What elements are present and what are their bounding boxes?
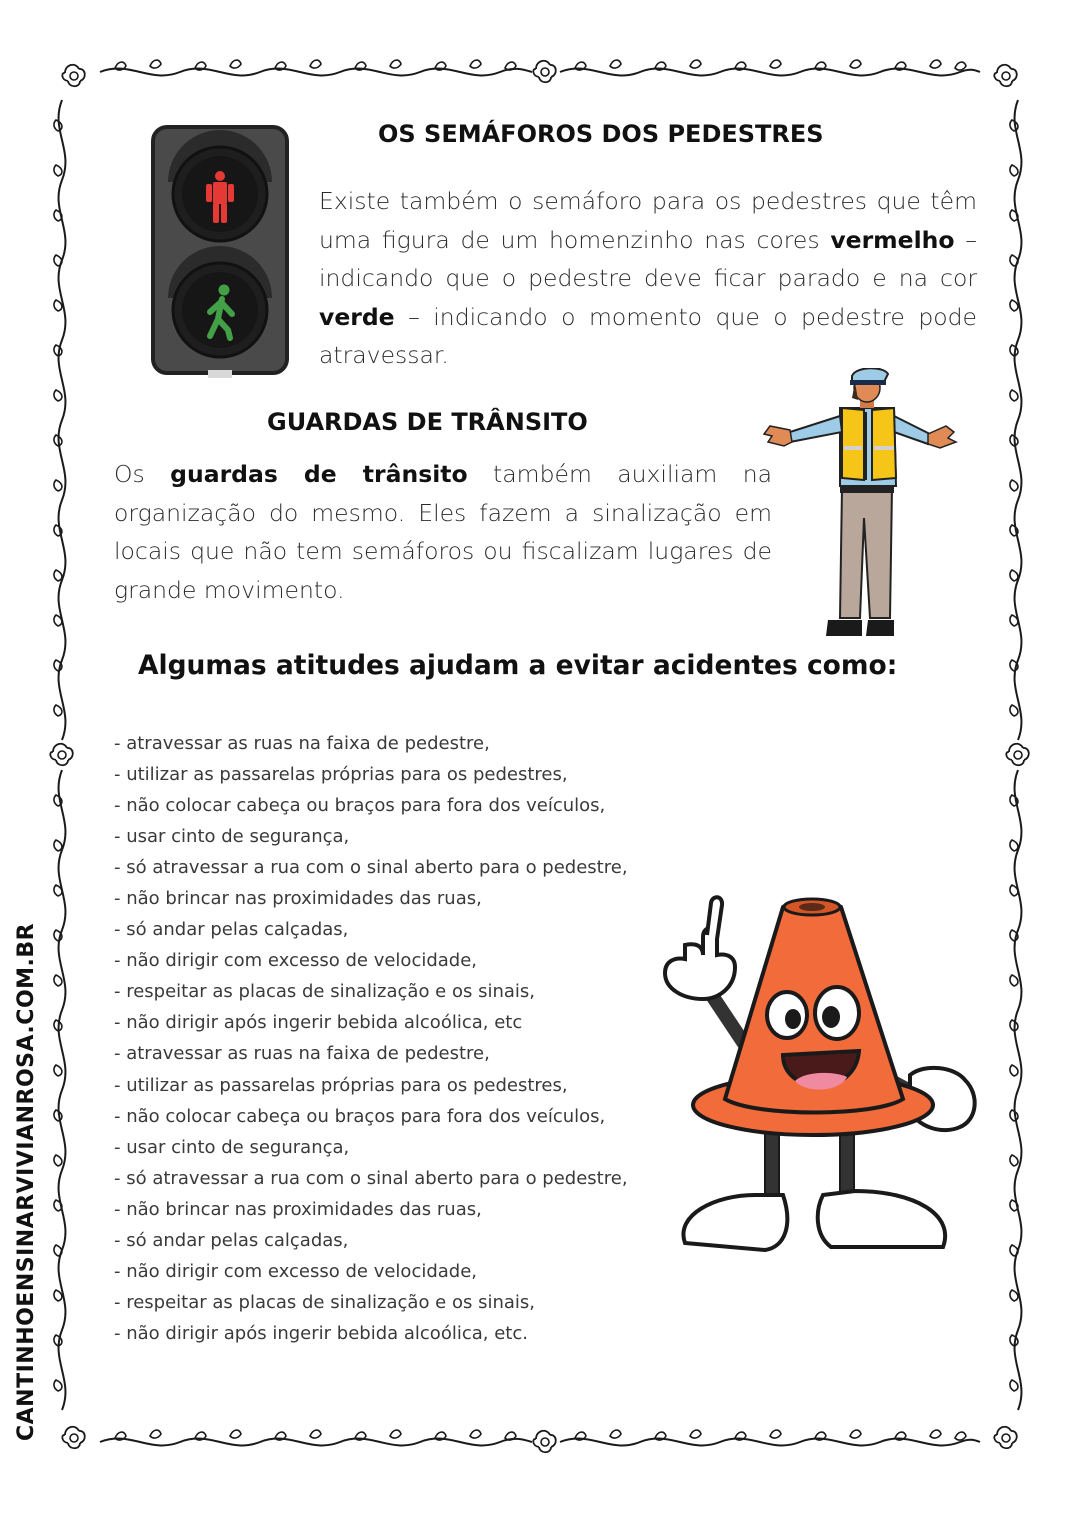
traffic-cone-mascot-icon bbox=[655, 895, 980, 1265]
traffic-guard-icon bbox=[760, 368, 960, 643]
list-item: - não colocar cabeça ou braços para fora dos veículos, bbox=[114, 1105, 606, 1127]
paragraph-pedestrian-lights: Existe também o semáforo para os pedestres que têm uma figura de um homenzinho nas cores vermelho – indicando que o pedestre deve ficar parado e na cor verde – indicando o momento que o pedestre pode atravessar. bbox=[319, 187, 977, 370]
section-title-traffic-guards: GUARDAS DE TRÂNSITO bbox=[267, 408, 588, 436]
paragraph-traffic-guards: Os guardas de trânsito também auxiliam na organização do mesmo. Eles fazem a sinalização em locais que não tem semáforos ou fiscalizam lugares de grande movimento. bbox=[114, 460, 773, 604]
list-item: - não dirigir após ingerir bebida alcoólica, etc. bbox=[114, 1322, 528, 1344]
website-watermark: CANTINHOENSINARVIVIANROSA.COM.BR bbox=[14, 922, 39, 1441]
list-item: - utilizar as passarelas próprias para os pedestres, bbox=[114, 764, 568, 786]
list-item: - não dirigir com excesso de velocidade, bbox=[114, 950, 478, 972]
list-item: - não dirigir após ingerir bebida alcoólica, etc bbox=[114, 1012, 523, 1034]
list-item: - só atravessar a rua com o sinal aberto para o pedestre, bbox=[114, 857, 628, 879]
list-item: - não colocar cabeça ou braços para fora dos veículos, bbox=[114, 795, 606, 817]
list-item: - atravessar as ruas na faixa de pedestre, bbox=[114, 733, 490, 754]
list-item: - usar cinto de segurança, bbox=[114, 826, 350, 848]
list-item: - só andar pelas calçadas, bbox=[114, 1229, 349, 1251]
list-item: - não brincar nas proximidades das ruas, bbox=[114, 888, 482, 910]
list-item: - não brincar nas proximidades das ruas, bbox=[114, 1198, 482, 1220]
list-item: - atravessar as ruas na faixa de pedestre, bbox=[114, 1043, 490, 1065]
list-item: - não dirigir com excesso de velocidade, bbox=[114, 1260, 478, 1282]
list-item: - utilizar as passarelas próprias para os pedestres, bbox=[114, 1074, 568, 1096]
list-item: - só andar pelas calçadas, bbox=[114, 919, 349, 941]
list-item: - só atravessar a rua com o sinal aberto para o pedestre, bbox=[114, 1167, 628, 1189]
list-item: - respeitar as placas de sinalização e os sinais, bbox=[114, 1291, 536, 1313]
list-item: - usar cinto de segurança, bbox=[114, 1136, 350, 1158]
section-title-safety-attitudes: Algumas atitudes ajudam a evitar acidentes como: bbox=[138, 650, 898, 681]
list-item: - respeitar as placas de sinalização e os sinais, bbox=[114, 981, 536, 1003]
safety-tips-list bbox=[114, 728, 674, 1349]
section-title-pedestrian-lights: OS SEMÁFOROS DOS PEDESTRES bbox=[378, 120, 824, 148]
pedestrian-traffic-light-icon bbox=[150, 124, 290, 380]
